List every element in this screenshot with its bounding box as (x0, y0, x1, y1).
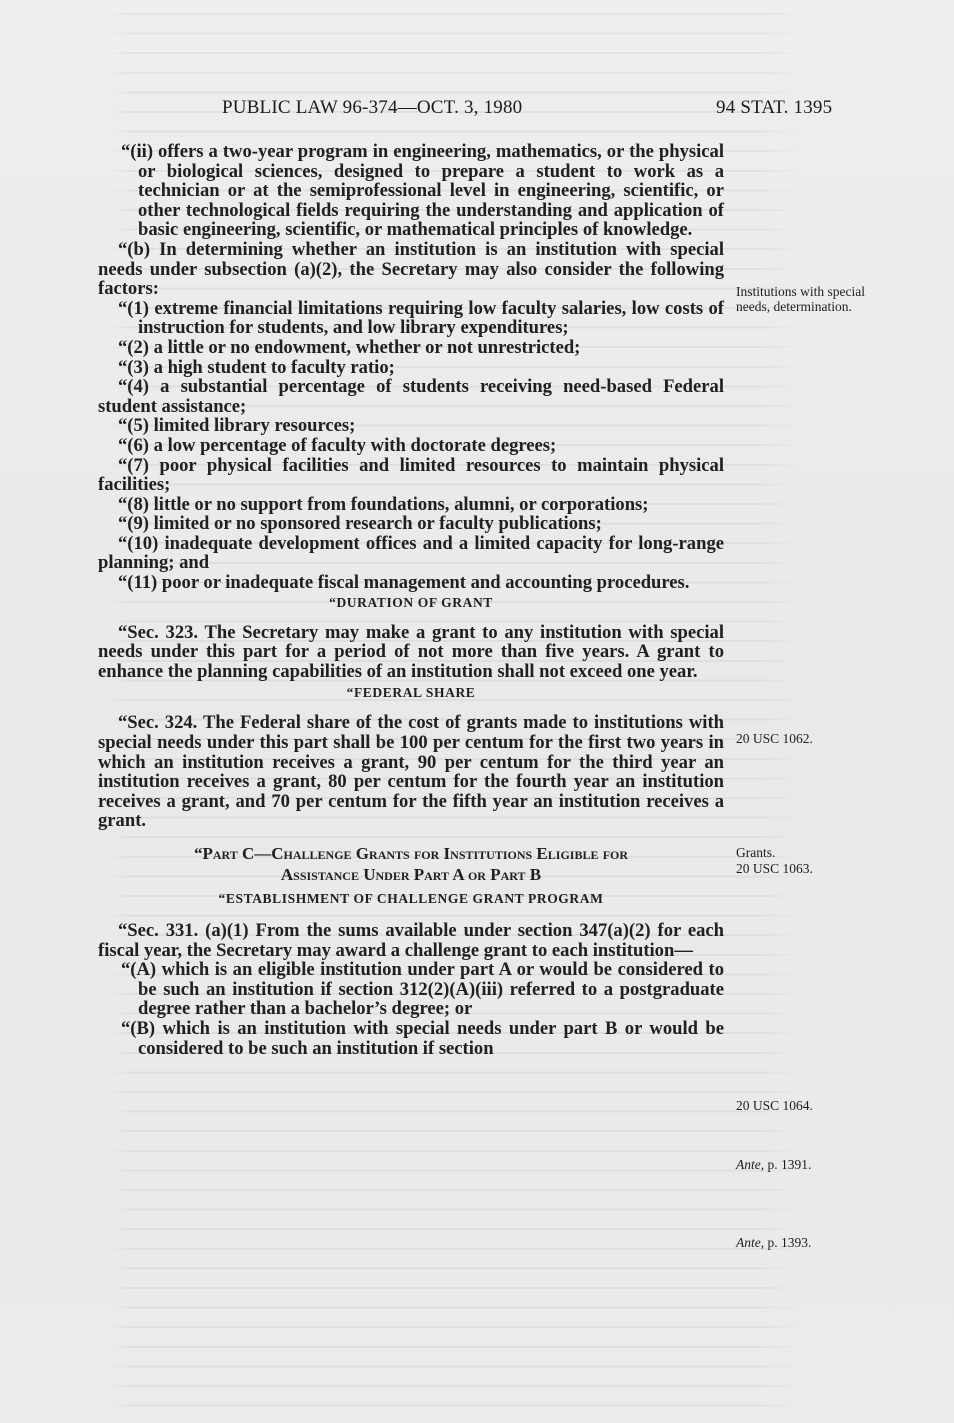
margin-note-institutions: Institutions with special needs, determination. (736, 284, 865, 314)
heading-duration-of-grant: “DURATION OF GRANT (329, 594, 493, 610)
section-323: “Sec. 323. The Secretary may make a grant to any institution with special needs under this part for a period of not more than five years. A grant to enhance the planning capabilities of an institution shall not exceed one year. (98, 621, 724, 682)
part-c-title-line1: “Part C—Challenge Grants for Institutions Eligible for (193, 844, 629, 863)
heading-establishment: “ESTABLISHMENT OF CHALLENGE GRANT PROGRAM (218, 891, 604, 906)
ante-1391-page: p. 1391. (767, 1157, 812, 1172)
margin-note-ante-1391 (736, 1157, 886, 1172)
factor-11: “(11) poor or inadequate fiscal management and accounting procedures. (118, 572, 690, 594)
clause-A: “(A) which is an eligible institution under part A or would be considered to be such an institution if section 312(2)(A)(iii) referred to a postgraduate degree rather than a bachelor’s degree; or (121, 959, 724, 1020)
margin-note-ante-1393 (736, 1235, 886, 1250)
factor-2: “(2) a little or no endowment, whether or not unrestricted; (118, 336, 581, 358)
factor-4: “(4) a substantial percentage of students receiving need-based Federal student assistance; (98, 376, 724, 417)
page-header-stat: 94 STAT. 1395 (716, 97, 833, 118)
margin-note-usc-1062: 20 USC 1062. (736, 731, 813, 746)
factor-8: “(8) little or no support from foundations, alumni, or corporations; (118, 493, 649, 515)
factor-9: “(9) limited or no sponsored research or faculty publications; (118, 513, 602, 535)
subsection-b: “(b) In determining whether an institution is an institution with special needs under subsection (a)(2), the Secretary may also consider the following factors: (98, 238, 724, 300)
section-331: “Sec. 331. (a)(1) From the sums available under section 347(a)(2) for each fiscal year, the Secretary may award a challenge grant to each institution— (98, 920, 724, 961)
clause-ii: “(ii) offers a two-year program in engineering, mathematics, or the physical or biological sciences, designed to prepare a student to work as a technician or at the semiprofessional level in engineering, scientific, or other technological fields requiring the understanding and application of basic engineering, scientific, or mathematical principles of knowledge. (121, 141, 724, 241)
page-header-title: PUBLIC LAW 96-374—OCT. 3, 1980 (222, 97, 523, 118)
ante-1391-italic: Ante, (736, 1157, 765, 1172)
clause-B: “(B) which is an institution with special needs under part B or would be considered to be such an institution if section (121, 1017, 724, 1059)
factor-1: “(1) extreme financial limitations requiring low faculty salaries, low costs of instruction for students, and low library expenditures; (118, 297, 724, 339)
ante-1393-italic: Ante, (736, 1235, 765, 1250)
factor-10: “(10) inadequate development offices and a limited capacity for long-range planning; and (98, 532, 724, 574)
factor-3: “(3) a high student to faculty ratio; (118, 356, 395, 378)
section-324: “Sec. 324. The Federal share of the cost of grants made to institutions with special needs under this part shall be 100 per centum for the first two years in which an institution receives a grant, 90 per centum for the third year an institution receives a grant, 80 per centum for the fourth year an institution receives a grant, and 70 per centum for the fifth year an institution receives a grant. (98, 712, 724, 832)
factor-7: “(7) poor physical facilities and limited resources to maintain physical facilities; (98, 454, 724, 496)
heading-federal-share: “FEDERAL SHARE (346, 685, 476, 701)
margin-note-usc-1064: 20 USC 1064. (736, 1098, 813, 1113)
main-text (98, 142, 724, 1058)
margin-note-usc-1063: 20 USC 1063. (736, 861, 813, 876)
factor-6: “(6) a low percentage of faculty with doctorate degrees; (118, 434, 557, 456)
part-c-title-line2: Assistance Under Part A or Part B (280, 865, 542, 884)
ante-1393-page: p. 1393. (767, 1235, 812, 1250)
margin-note-grants: Grants. (736, 845, 776, 860)
factor-5: “(5) limited library resources; (118, 415, 356, 437)
